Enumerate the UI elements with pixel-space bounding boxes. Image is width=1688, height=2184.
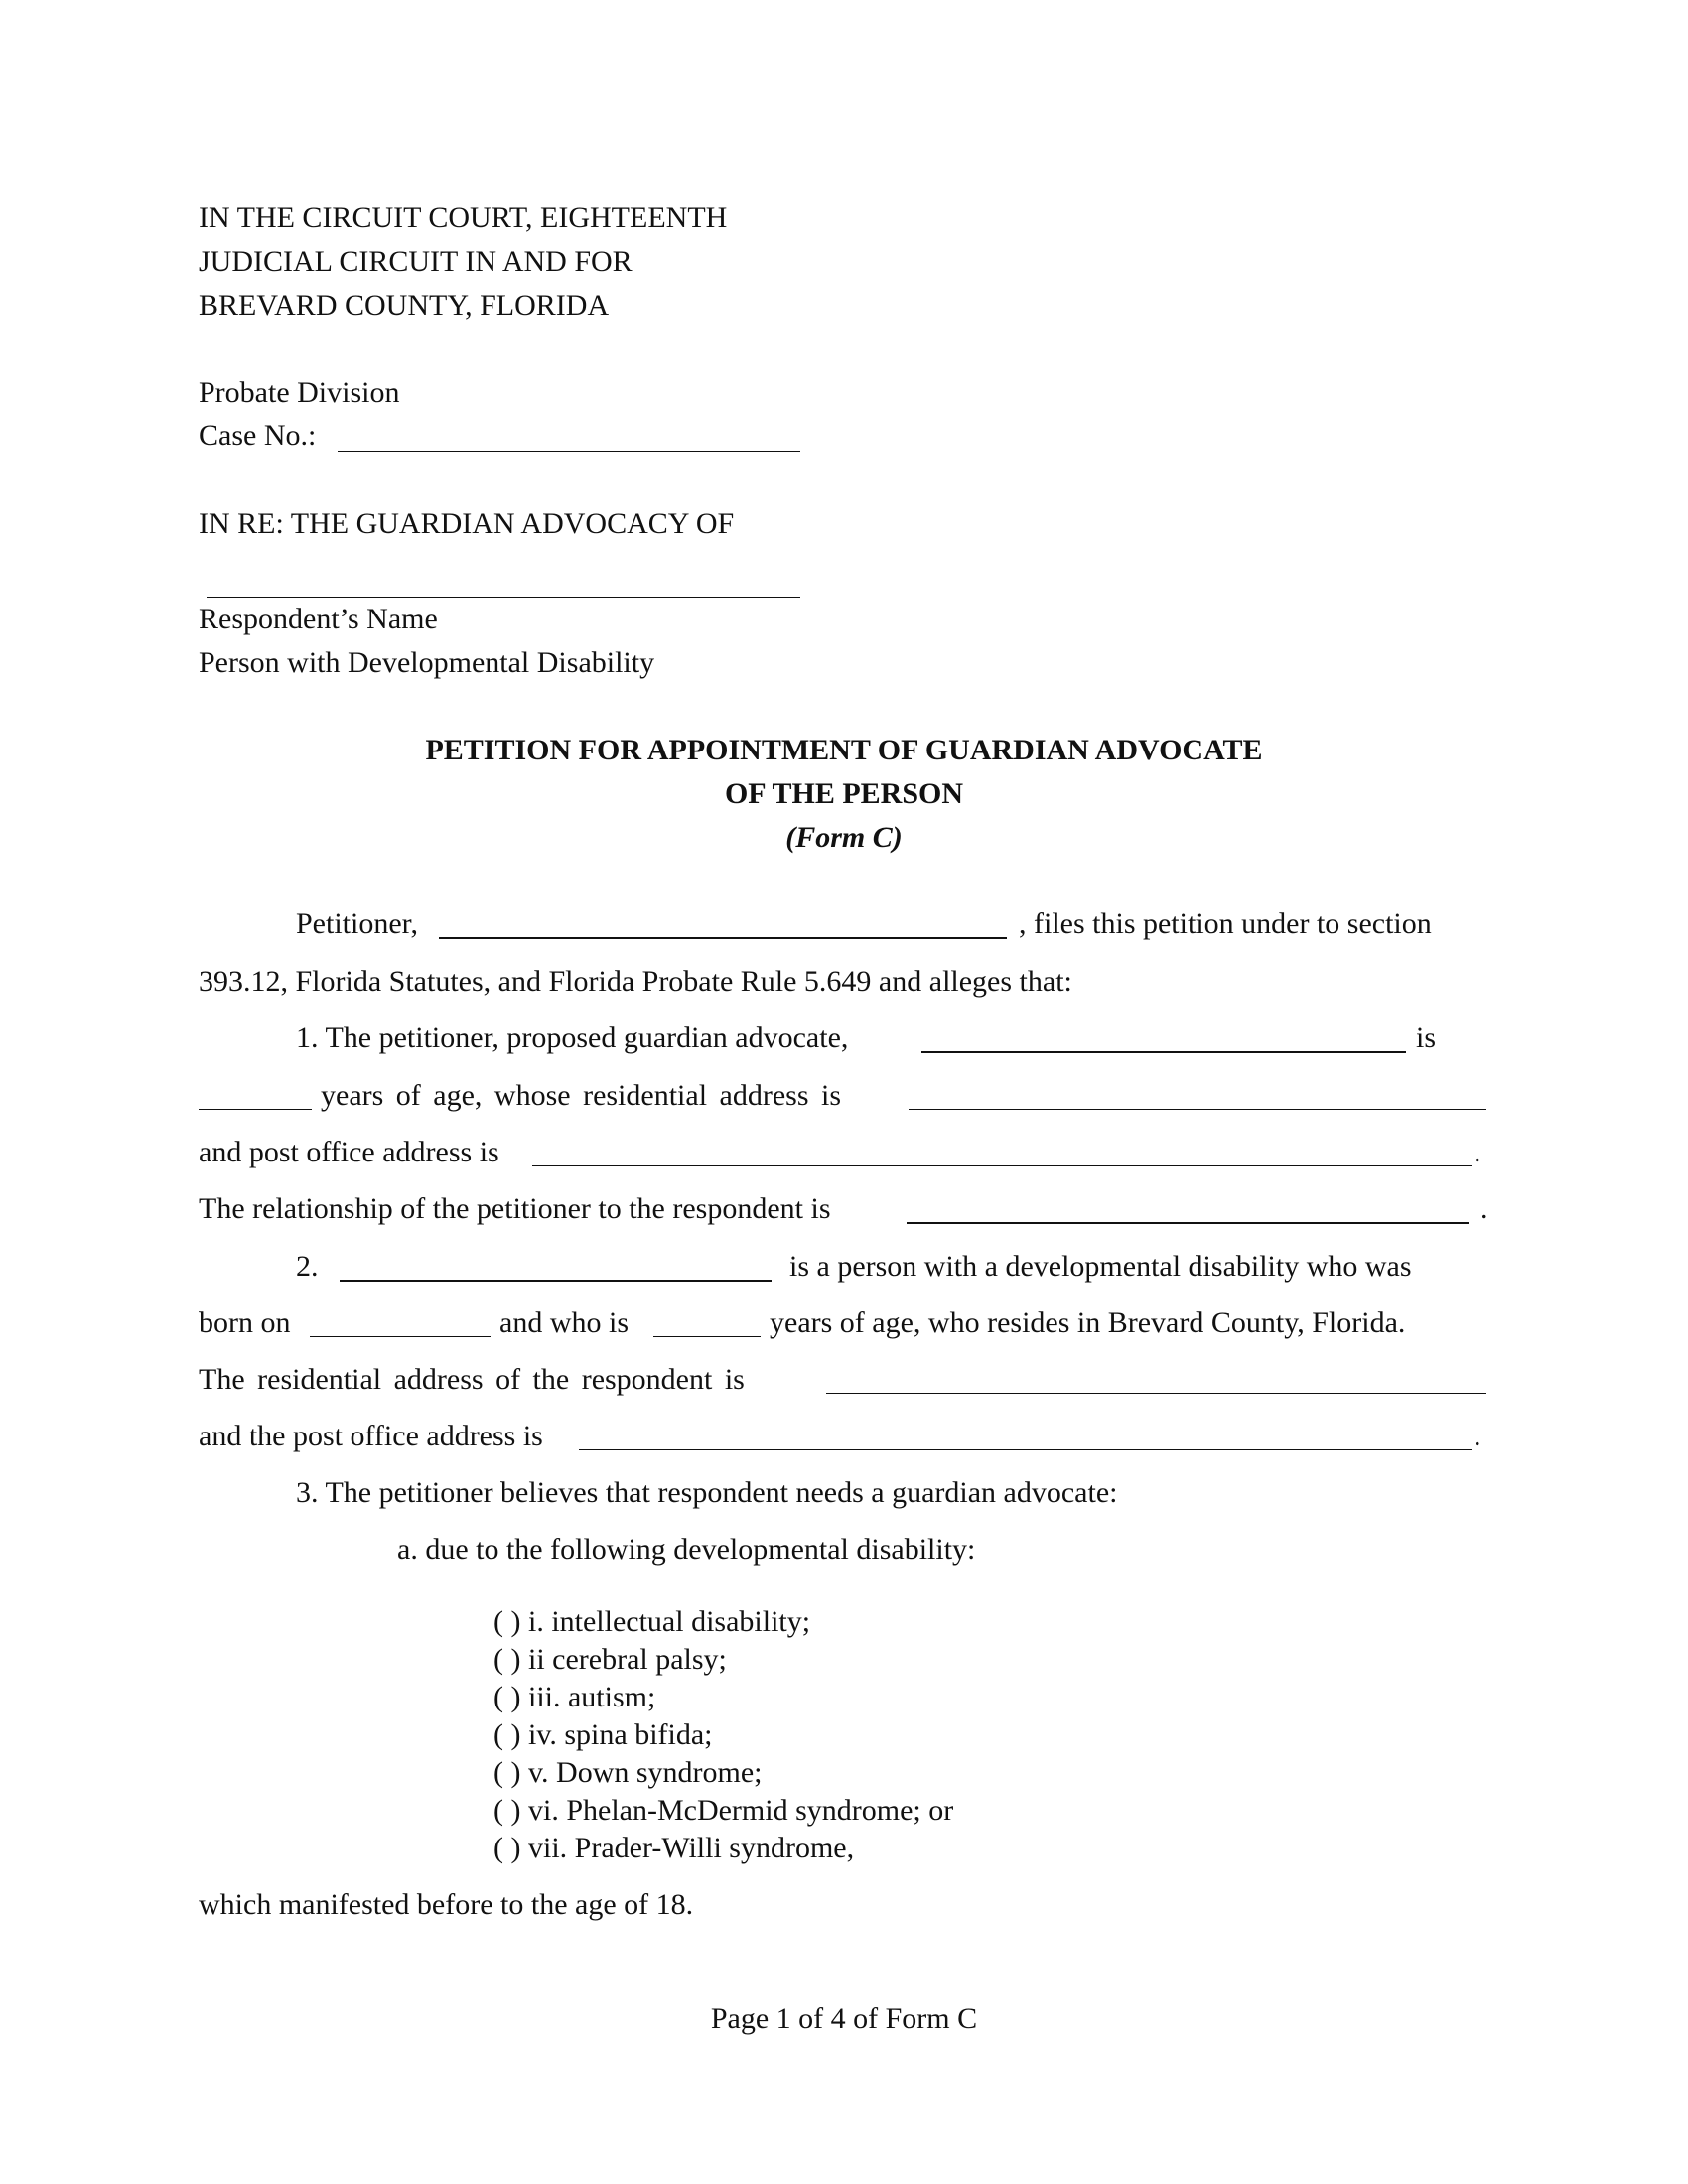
- p2-and-who: and who is: [499, 1306, 629, 1339]
- p1-intro: 1. The petitioner, proposed guardian advocate,: [296, 1022, 849, 1054]
- guardian-advocate-name-field[interactable]: [921, 1051, 1406, 1053]
- petitioner-name-field[interactable]: [439, 937, 1007, 939]
- p2-number: 2.: [296, 1250, 319, 1283]
- disability-option-cerebral-palsy[interactable]: ( ) ii cerebral palsy;: [493, 1643, 727, 1676]
- p2-residential-label: The residential address of the respondent is: [199, 1363, 745, 1396]
- respondent-age-field[interactable]: [653, 1336, 761, 1337]
- p2-born-label: born on: [199, 1306, 291, 1339]
- p1-is: is: [1416, 1022, 1437, 1054]
- p2-years-text: years of age, who resides in Brevard County, Florida.: [770, 1306, 1406, 1339]
- respondent-po-address-field[interactable]: [579, 1449, 1472, 1450]
- birth-date-field[interactable]: [310, 1336, 491, 1337]
- petitioner-label: Petitioner,: [296, 907, 418, 940]
- disability-option-spina-bifida[interactable]: ( ) iv. spina bifida;: [493, 1718, 713, 1751]
- p3a-text: a. due to the following developmental disability:: [397, 1533, 976, 1566]
- division-label: Probate Division: [199, 376, 400, 409]
- disability-option-down-syndrome[interactable]: ( ) v. Down syndrome;: [493, 1756, 763, 1789]
- court-caption-line2: JUDICIAL CIRCUIT IN AND FOR: [199, 245, 633, 278]
- respondent-name-field[interactable]: [207, 597, 800, 598]
- disability-option-phelan-mcdermid[interactable]: ( ) vi. Phelan-McDermid syndrome; or: [493, 1794, 954, 1827]
- disability-option-intellectual[interactable]: ( ) i. intellectual disability;: [493, 1605, 811, 1638]
- respondent-description: Person with Developmental Disability: [199, 646, 655, 679]
- p2-po-label: and the post office address is: [199, 1420, 543, 1452]
- petitioner-age-field[interactable]: [199, 1109, 312, 1110]
- p1-relationship-period: .: [1480, 1192, 1488, 1225]
- form-label: (Form C): [785, 821, 903, 854]
- petitioner-tail: , files this petition under to section: [1019, 907, 1432, 940]
- disability-option-autism[interactable]: ( ) iii. autism;: [493, 1681, 656, 1713]
- case-no-label: Case No.:: [199, 419, 317, 452]
- respondent-name-p2-field[interactable]: [340, 1280, 772, 1282]
- petitioner-residential-address-field[interactable]: [909, 1109, 1486, 1110]
- p1-po-period: .: [1474, 1136, 1481, 1168]
- disability-option-prader-willi[interactable]: ( ) vii. Prader-Willi syndrome,: [493, 1832, 855, 1864]
- manifested-text: which manifested before to the age of 18.: [199, 1888, 694, 1921]
- p1-po-label: and post office address is: [199, 1136, 499, 1168]
- p2-po-period: .: [1474, 1420, 1481, 1452]
- page-footer: Page 1 of 4 of Form C: [710, 2002, 978, 2035]
- court-caption-line1: IN THE CIRCUIT COURT, EIGHTEENTH: [199, 202, 728, 234]
- p1-relationship-label: The relationship of the petitioner to the respondent is: [199, 1192, 831, 1225]
- case-no-field[interactable]: [338, 451, 800, 452]
- p3-text: 3. The petitioner believes that respondent needs a guardian advocate:: [296, 1476, 1118, 1509]
- relationship-field[interactable]: [907, 1222, 1469, 1224]
- p2-text: is a person with a developmental disability who was: [789, 1250, 1412, 1283]
- in-re-heading: IN RE: THE GUARDIAN ADVOCACY OF: [199, 507, 735, 540]
- statute-line: 393.12, Florida Statutes, and Florida Probate Rule 5.649 and alleges that:: [199, 965, 1072, 998]
- petition-title-line1: PETITION FOR APPOINTMENT OF GUARDIAN ADVOCATE: [425, 734, 1263, 766]
- petitioner-po-address-field[interactable]: [532, 1165, 1472, 1166]
- respondent-name-label: Respondent’s Name: [199, 603, 438, 635]
- p1-years-text: years of age, whose residential address is: [321, 1079, 842, 1112]
- petition-title-line2: OF THE PERSON: [724, 777, 964, 810]
- respondent-residential-address-field[interactable]: [826, 1393, 1486, 1394]
- court-caption-line3: BREVARD COUNTY, FLORIDA: [199, 289, 610, 322]
